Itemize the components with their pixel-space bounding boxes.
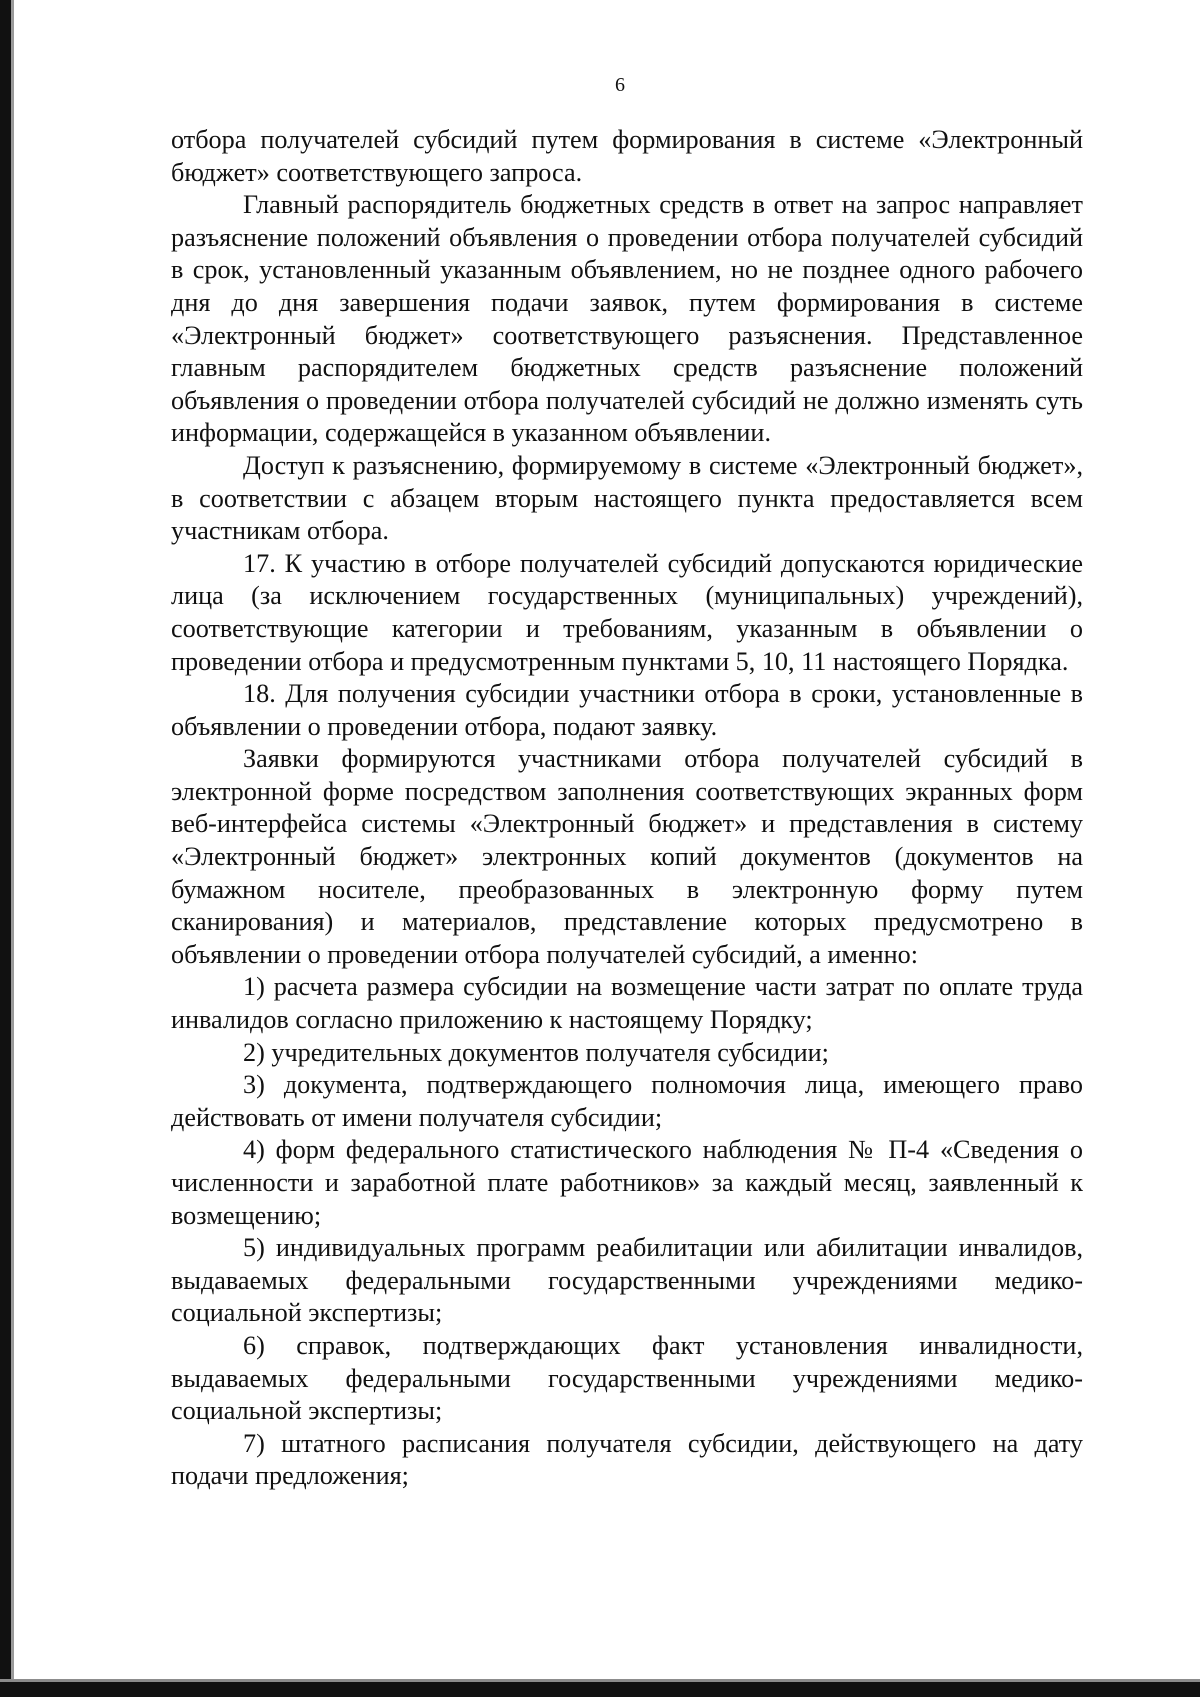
paragraph-access: Доступ к разъяснению, формируемому в системе «Электронный бюджет», в соответствии с абзацем вторым настоящего пункта предоставляется всем участникам отбора. (171, 450, 1083, 546)
paragraph-item-17: 17. К участию в отборе получателей субсидий допускаются юридические лица (за исключением государственных (муниципальных) учреждений), соответствующие категории и требованиям, указанным в объявлении о проведении отбора и предусмотренным пунктами 5, 10, 11 настоящего Порядка. (171, 548, 1083, 676)
list-item-6: 6) справок, подтверждающих факт установления инвалидности, выдаваемых федеральными государственными учреждениями медико-социальной экспертизы; (171, 1330, 1083, 1426)
scan-border-left (0, 0, 11, 1697)
list-item-1: 1) расчета размера субсидии на возмещение части затрат по оплате труда инвалидов согласно приложению к настоящему Порядку; (171, 972, 1083, 1035)
paragraph-clarification: Главный распорядитель бюджетных средств в ответ на запрос направляет разъяснение положений объявления о проведении отбора получателей субсидий в срок, установленный указанным объявлением, но не позднее одного рабочего дня до дня завершения подачи заявок, путем формирования в системе «Электронный бюджет» соответствующего разъяснения. Представленное главным распорядителем бюджетных средств разъяснение положений объявления о проведении отбора получателей субсидий не должно изменять суть информации, содержащейся в указанном объявлении. (171, 190, 1083, 448)
paragraph-item-18: 18. Для получения субсидии участники отбора в сроки, установленные в объявлении о проведении отбора, подают заявку. (171, 679, 1083, 741)
list-item-2: 2) учредительных документов получателя субсидии; (243, 1037, 829, 1067)
list-item-3: 3) документа, подтверждающего полномочия лица, имеющего право действовать от имени получателя субсидии; (171, 1070, 1083, 1132)
document-body (171, 124, 1083, 1493)
paragraph-continuation: отбора получателей субсидий путем формирования в системе «Электронный бюджет» соответствующего запроса. (171, 125, 1083, 187)
list-item-5: 5) индивидуальных программ реабилитации или абилитации инвалидов, выдаваемых федеральными государственными учреждениями медико-социальной экспертизы; (171, 1233, 1083, 1328)
page-number: 6 (615, 74, 625, 96)
paragraph-applications: Заявки формируются участниками отбора получателей субсидий в электронной форме посредством заполнения соответствующих экранных форм веб-интерфейса системы «Электронный бюджет» и представления в систему «Электронный бюджет» электронных копий документов (документов на бумажном носителе, преобразованных в электронную форму путем сканирования) и материалов, представление которых предусмотрено в объявлении о проведении отбора получателей субсидий, а именно: (171, 744, 1083, 969)
scan-border-bottom (0, 1682, 1200, 1697)
scan-border-left-shadow (11, 0, 14, 1697)
list-item-7: 7) штатного расписания получателя субсидии, действующего на дату подачи предложения; (171, 1428, 1083, 1491)
list-item-4: 4) форм федерального статистического наблюдения № П-4 «Сведения о численности и заработной плате работников» за каждый месяц, заявленный к возмещению; (171, 1135, 1083, 1230)
